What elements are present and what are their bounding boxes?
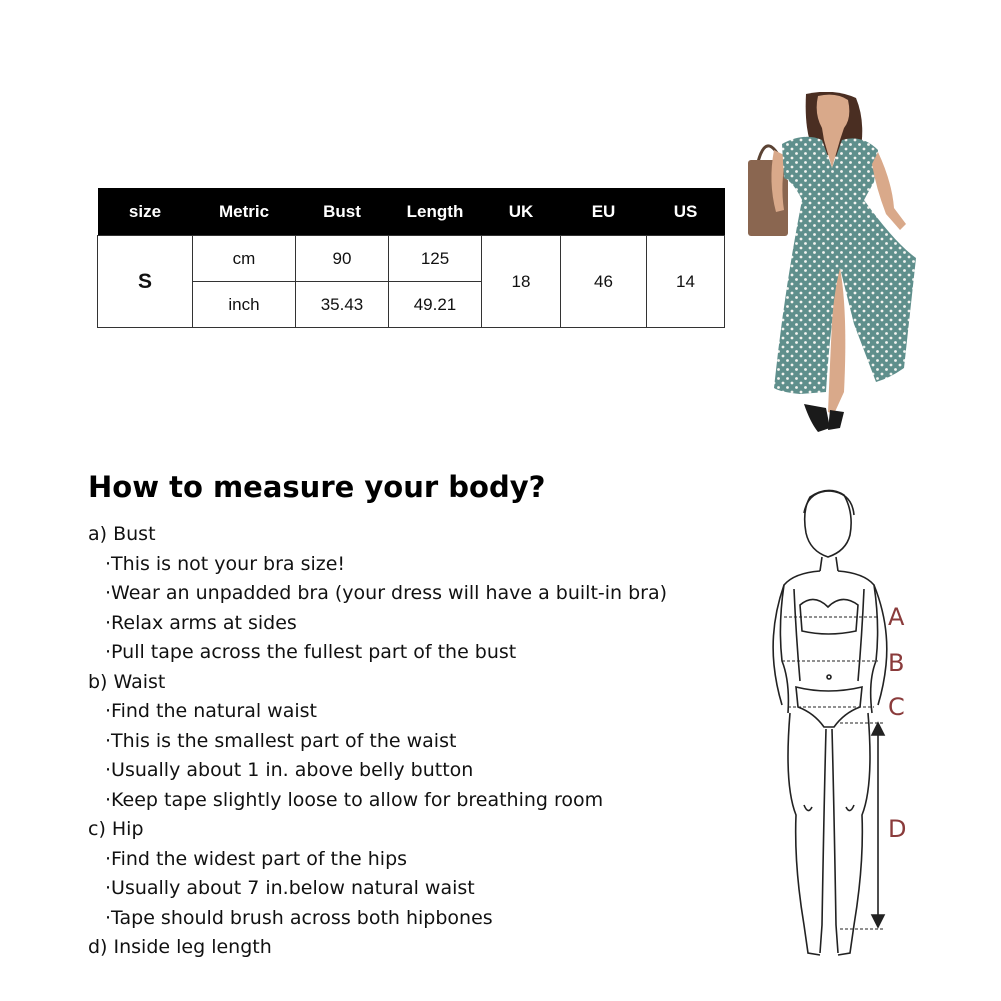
section-bust-label: a) Bust: [88, 523, 156, 545]
list-item: ·Relax arms at sides: [105, 611, 297, 634]
metric-cm: cm: [193, 236, 296, 282]
header-bust: Bust: [296, 188, 389, 236]
bust-inch: 35.43: [296, 282, 389, 328]
metric-inch: inch: [193, 282, 296, 328]
measure-instructions: [88, 520, 728, 963]
list-item: ·Tape should brush across both hipbones: [105, 906, 493, 929]
us-value: 14: [647, 236, 725, 328]
list-item: ·Usually about 1 in. above belly button: [105, 759, 474, 781]
size-table-header-row: [98, 188, 725, 236]
section-leg-label: d) Inside leg length: [88, 936, 272, 958]
size-chart-table: [97, 188, 725, 328]
body-measurement-diagram: [760, 485, 920, 965]
header-eu: EU: [561, 188, 647, 236]
label-b: B: [888, 649, 905, 677]
list-item: ·Find the widest part of the hips: [105, 847, 408, 870]
eu-value: 46: [561, 236, 647, 328]
header-metric: Metric: [193, 188, 296, 236]
length-cm: 125: [389, 236, 482, 282]
header-us: US: [647, 188, 725, 236]
list-item: ·This is not your bra size!: [105, 552, 346, 575]
section-waist-label: b) Waist: [88, 670, 166, 693]
list-item: ·Pull tape across the fullest part of the bust: [105, 641, 517, 663]
section-hip-label: c) Hip: [88, 818, 144, 840]
list-item: ·Wear an unpadded bra (your dress will have a built-in bra): [105, 582, 668, 604]
header-size: size: [98, 188, 193, 236]
size-value: S: [98, 236, 193, 328]
list-item: ·This is the smallest part of the waist: [105, 729, 457, 752]
label-d: D: [888, 815, 907, 843]
uk-value: 18: [482, 236, 561, 328]
label-c: C: [888, 693, 905, 721]
bust-cm: 90: [296, 236, 389, 282]
list-item: ·Find the natural waist: [105, 700, 317, 722]
list-item: ·Usually about 7 in.below natural waist: [105, 877, 475, 899]
length-inch: 49.21: [389, 282, 482, 328]
header-uk: UK: [482, 188, 561, 236]
dress-model-image: [744, 92, 920, 438]
header-length: Length: [389, 188, 482, 236]
label-a: A: [888, 603, 905, 631]
measure-heading: How to measure your body?: [88, 470, 546, 504]
table-row: [98, 236, 725, 282]
list-item: ·Keep tape slightly loose to allow for breathing room: [105, 788, 604, 811]
